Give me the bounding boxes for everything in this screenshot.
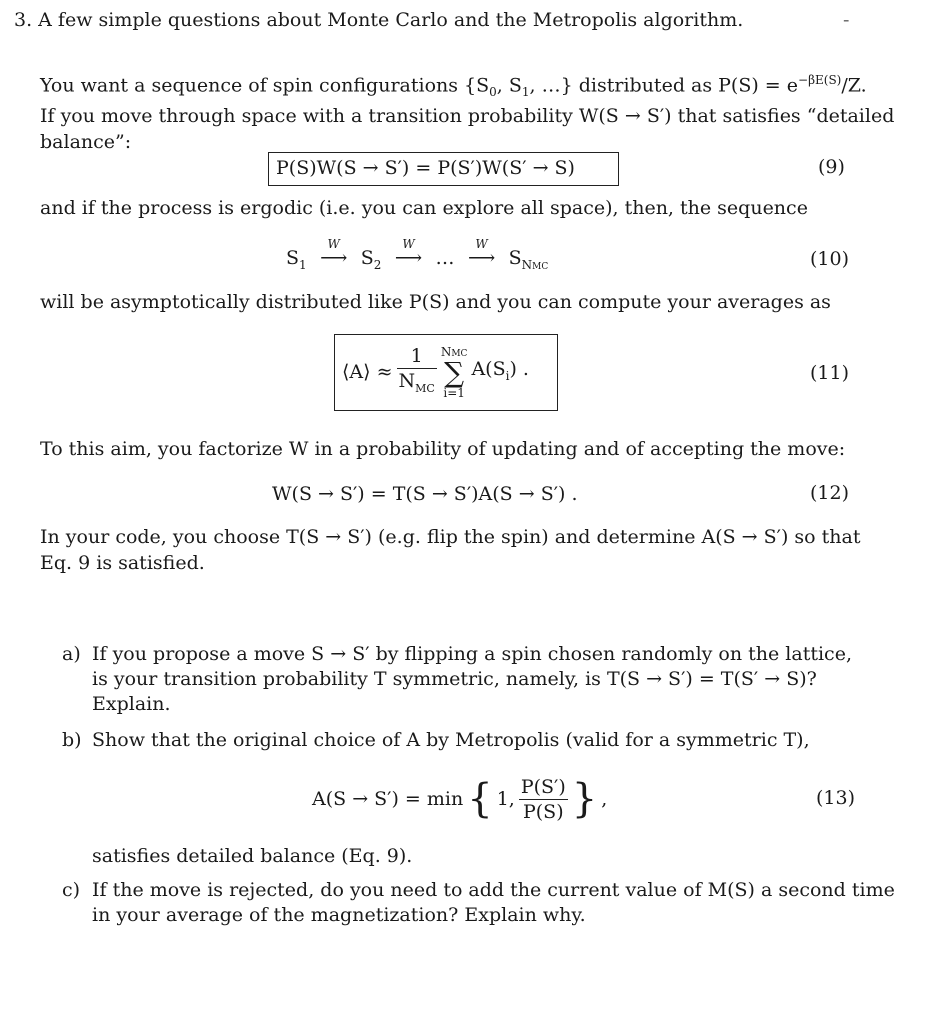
eq10-sN: S	[508, 247, 522, 269]
qc-label: c)	[62, 879, 81, 901]
eq11-sum-top: NMC	[440, 344, 468, 359]
para4: To this aim, you factorize W in a probability of updating and of accepting the move:	[40, 438, 846, 460]
eq13-lhs: A(S → S′) = min	[312, 788, 464, 810]
eq10-dots: …	[435, 247, 455, 269]
eq10-arrow-label-1: W	[327, 237, 340, 251]
eq9-content: P(S)W(S → S′) = P(S′)W(S′ → S)	[276, 157, 575, 179]
eq10-s2-sub: 2	[373, 257, 382, 272]
para1-line3: balance”:	[40, 131, 132, 153]
eq11-sum	[441, 346, 468, 399]
eq11-frac-den: $N_{MC}$	[398, 369, 435, 395]
para2: and if the process is ergodic (i.e. you can explore all space), then, the sequence	[40, 197, 808, 219]
eq10-arrow-label-3: W	[475, 237, 488, 251]
eq10-s2: S	[360, 247, 374, 269]
para5-line2: Eq. 9 is satisfied.	[40, 552, 205, 574]
qc-line1: If the move is rejected, do you need to add the current value of M(S) a second time	[92, 879, 895, 901]
eq10-number: (10)	[810, 248, 850, 270]
eq10-arrow-label-2: W	[402, 237, 415, 251]
eq10-chain	[286, 237, 549, 279]
qc-line2: in your average of the magnetization? Explain why.	[92, 904, 586, 926]
para1-exponent: −βE(S)	[798, 73, 842, 87]
eq10-arrow-2: W ⟶	[387, 246, 429, 270]
eq11-frac-num: 1	[397, 344, 437, 369]
qa-line3: Explain.	[92, 693, 171, 715]
eq11-body: $A(S_i)$ .	[471, 357, 529, 383]
para5-line1: In your code, you choose T(S → S′) (e.g. flip the spin) and determine A(S → S′) so that	[40, 526, 861, 548]
eq9-number: (9)	[818, 156, 845, 178]
dash-mark: -	[843, 9, 850, 31]
eq10-arrow-1: W ⟶	[313, 246, 355, 270]
eq13-number: (13)	[816, 787, 856, 809]
para3: will be asymptotically distributed like P(S) and you can compute your averages as	[40, 291, 831, 313]
para1-text-c: /Z.	[841, 74, 867, 97]
right-brace-icon: }	[571, 776, 598, 822]
eq13-frac-den: P(S)	[522, 800, 564, 823]
eq13-frac-num: P(S′)	[520, 775, 566, 798]
eq11-content	[342, 340, 529, 404]
eq13-end: ,	[601, 788, 608, 810]
eq11-fraction	[397, 344, 437, 401]
para1-line1: You want a sequence of spin configurations {$S_0$, $S_1$, …} distributed as $P(S) = e^{-\beta E(S)}/Z$.	[40, 73, 867, 100]
eq12-content: W(S → S′) = T(S → S′)A(S → S′) .	[272, 483, 578, 505]
problem-heading: 3. A few simple questions about Monte Carlo and the Metropolis algorithm.	[14, 9, 744, 31]
qa-line1: If you propose a move S → S′ by flipping a spin chosen randomly on the lattice,	[92, 643, 852, 665]
qb-line2: satisfies detailed balance (Eq. 9).	[92, 845, 413, 867]
eq11-lhs: ⟨A⟩ ≈	[342, 361, 393, 383]
qb-line1: Show that the original choice of A by Metropolis (valid for a symmetric T),	[92, 729, 810, 751]
sigma-icon: ∑	[444, 355, 465, 389]
eq13-one: 1,	[496, 788, 515, 810]
para1-text-a: You want a sequence of spin configurations {S	[40, 74, 490, 97]
eq10-s1-sub: 1	[299, 257, 307, 272]
qa-label: a)	[62, 643, 81, 665]
eq11-number: (11)	[810, 362, 850, 384]
eq11-sum-bottom: i=1	[443, 385, 465, 400]
para1-text-b: } distributed as P(S) = e	[560, 74, 799, 97]
eq13-fraction	[519, 775, 568, 824]
eq13-content	[312, 770, 607, 828]
left-brace-icon: {	[467, 776, 493, 822]
qa-line2: is your transition probability T symmetric, namely, is T(S → S′) = T(S′ → S)?	[92, 668, 817, 690]
eq12-number: (12)	[810, 482, 850, 504]
eq10-arrow-3: W ⟶	[461, 246, 503, 270]
eq10-s1: S	[286, 247, 300, 269]
para1-line2: If you move through space with a transition probability W(S → S′) that satisfies “detailed	[40, 105, 895, 127]
eq10-sN-sub: N	[521, 257, 533, 272]
qb-label: b)	[62, 729, 82, 751]
eq10-sN-subsub: MC	[532, 261, 549, 272]
